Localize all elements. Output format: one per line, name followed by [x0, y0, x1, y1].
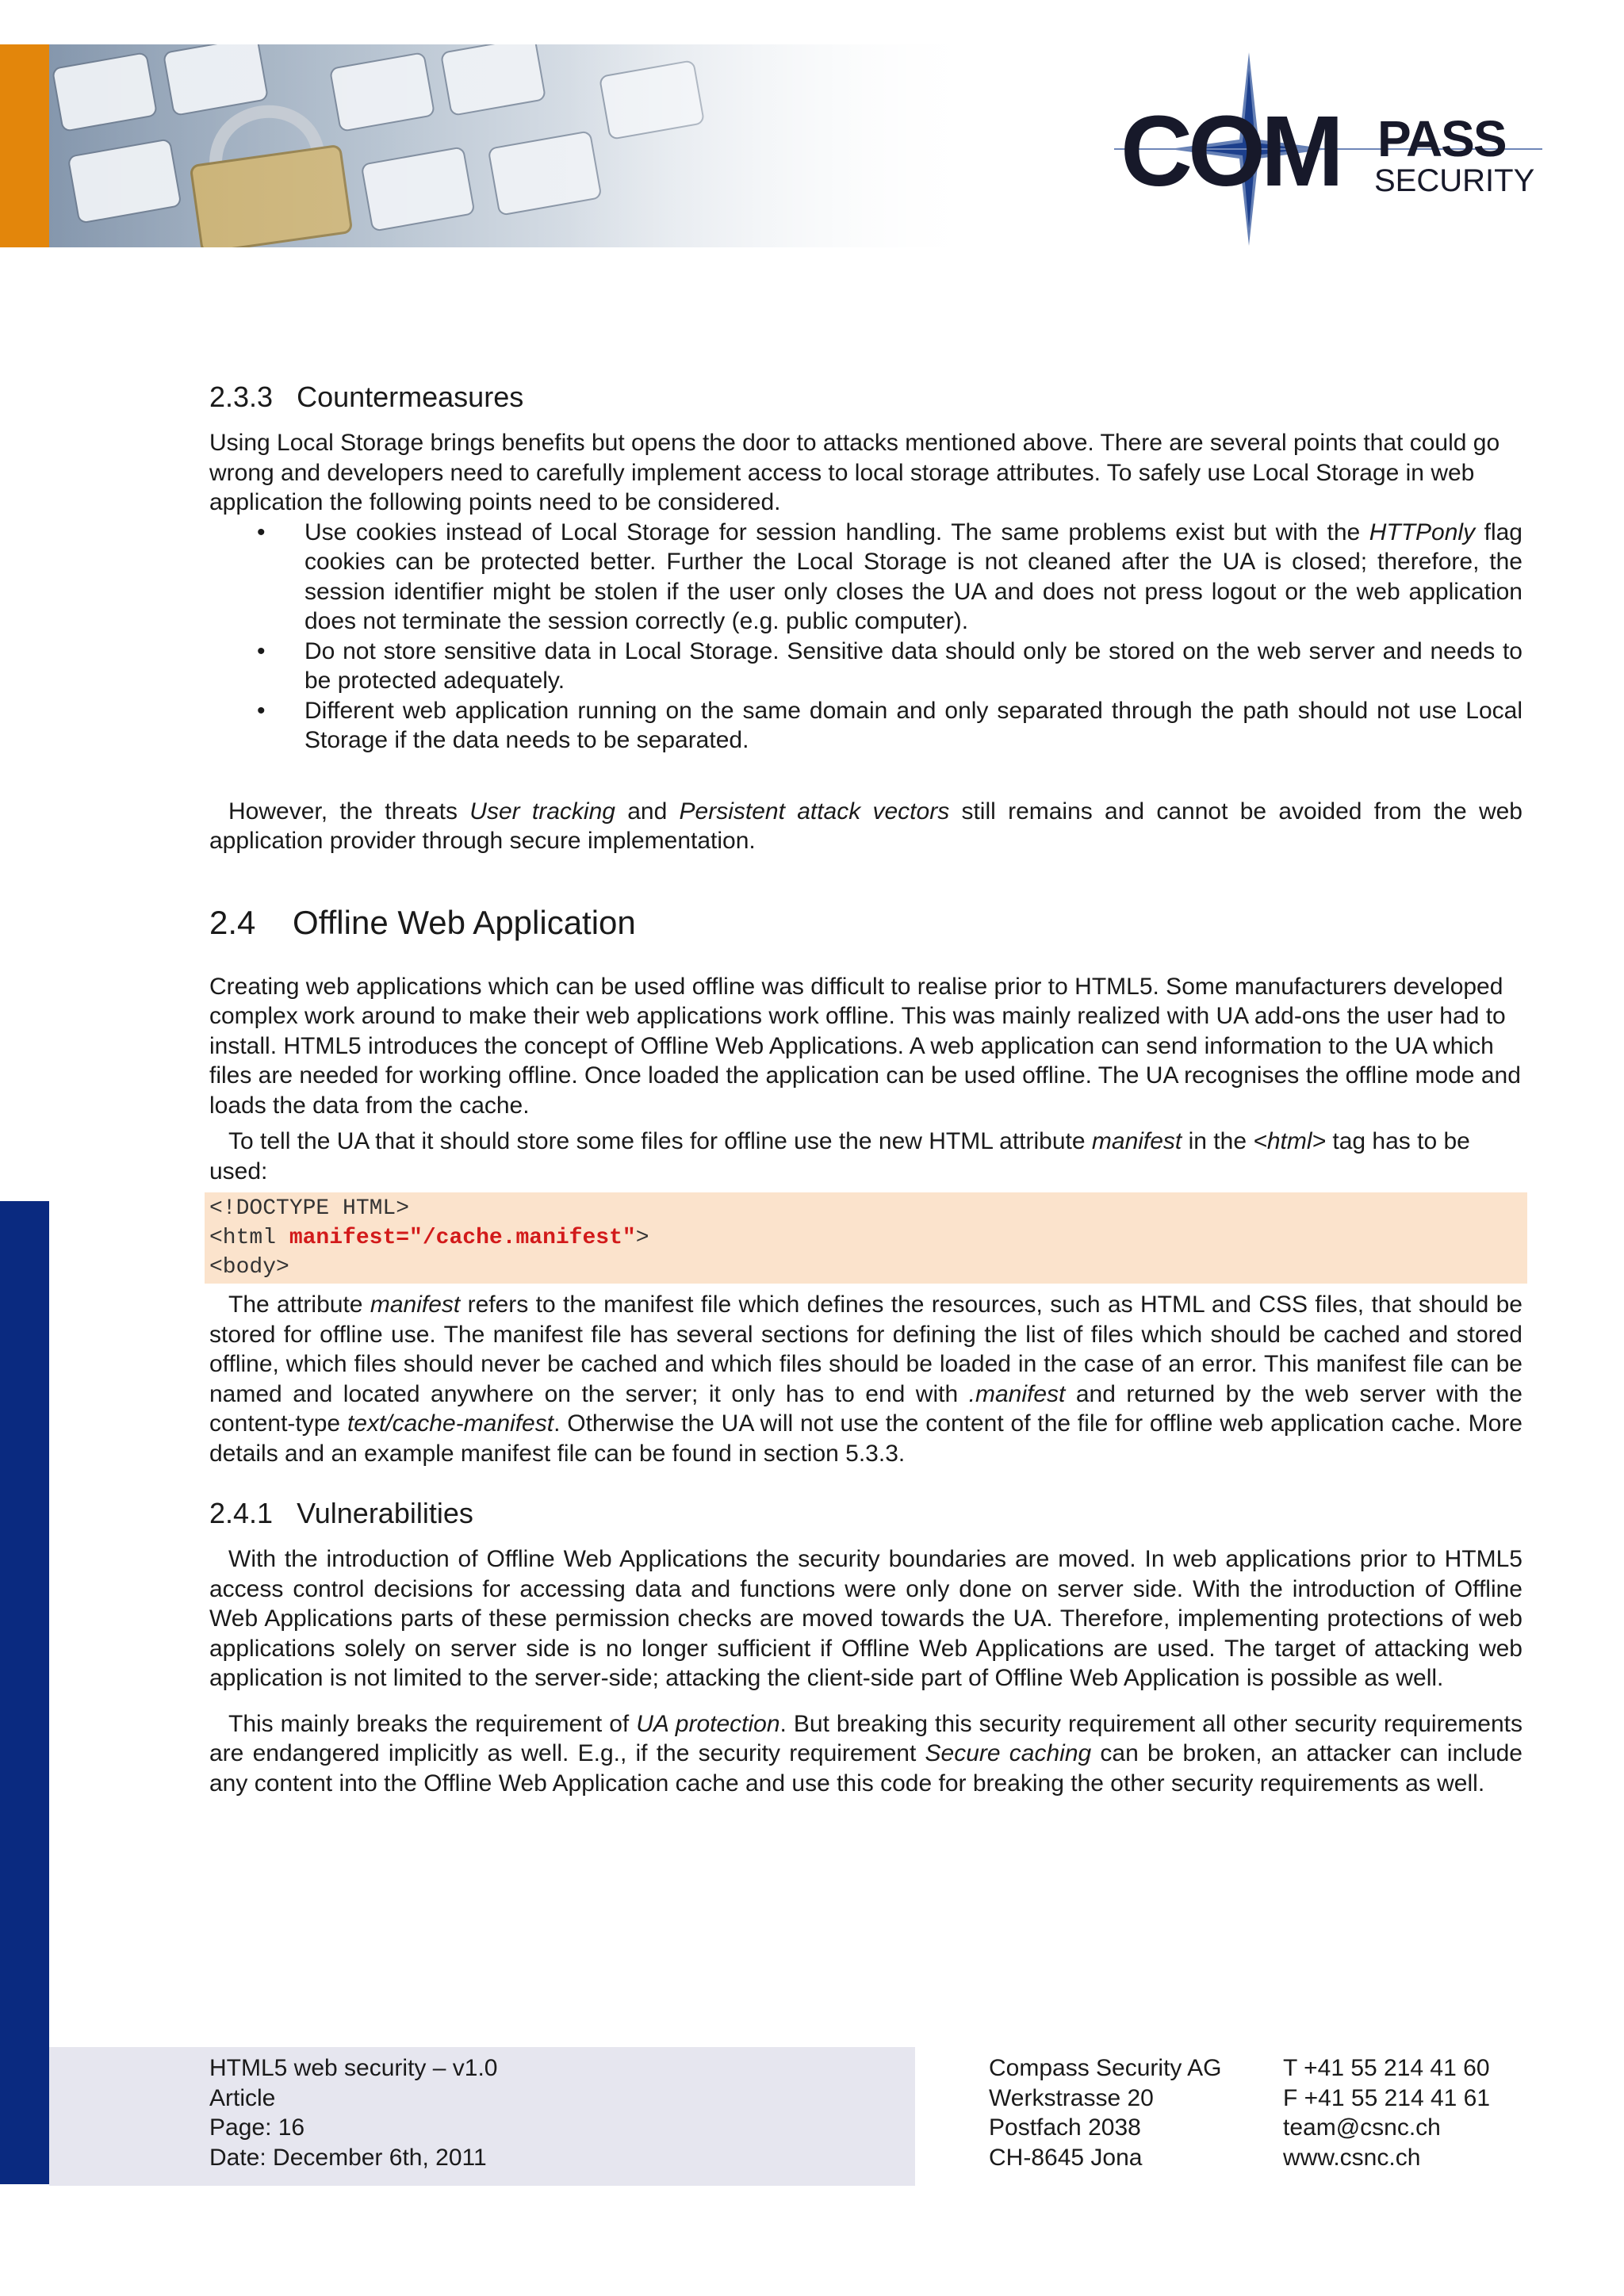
footer-page-number: Page: 16: [209, 2114, 305, 2141]
heading-offline-web-application: 2.4 Offline Web Application: [209, 903, 636, 941]
offline-manifest-paragraph: To tell the UA that it should store some files for offline use the new HTML attribute manifest in the <html> tag has to be used:: [209, 1128, 1470, 1184]
bullet: •: [257, 519, 266, 545]
bullet: •: [257, 697, 266, 724]
list-item: • Different web application running on the same domain and only separated through the path should not use Local Storage if the data needs to be separated.: [257, 697, 1522, 753]
code-line: <!DOCTYPE HTML>: [209, 1196, 410, 1221]
footer-contact: [1283, 2053, 1490, 2172]
heading-countermeasures: 2.3.3 Countermeasures: [209, 381, 524, 413]
heading-vulnerabilities: 2.4.1 Vulnerabilities: [209, 1497, 473, 1529]
orange-accent-bar: [0, 44, 49, 247]
code-snippet: [205, 1192, 1527, 1284]
footer-email-link[interactable]: team@csnc.ch: [1283, 2114, 1441, 2141]
code-line: <html manifest="/cache.manifest">: [209, 1226, 649, 1250]
blue-accent-bar: [0, 1201, 49, 2184]
footer-phone: T +41 55 214 41 60: [1283, 2055, 1490, 2081]
header-banner-image: [49, 44, 985, 247]
footer-doc-type: Article: [209, 2084, 276, 2111]
code-manifest-attribute: manifest="/cache.manifest": [289, 1226, 636, 1250]
document-body: [209, 381, 1522, 1798]
logo-security-text: SECURITY: [1374, 163, 1535, 198]
logo-com-text: COM: [1120, 95, 1339, 207]
footer-company-address: [989, 2053, 1221, 2172]
footer-document-info: [209, 2053, 497, 2172]
countermeasures-list: [209, 518, 1522, 756]
keyboard-padlock-illustration: [49, 44, 985, 247]
footer-street: Werkstrasse 20: [989, 2084, 1154, 2111]
footer-postbox: Postfach 2038: [989, 2114, 1141, 2141]
offline-intro-paragraph: Creating web applications which can be used offline was difficult to realise prior to HTML5. Some manufacturers developed complex work around to make their web applications work offline. This was mainly realized with UA add-ons the user had to install. HTML5 introduces the concept of Offline Web Applications. A web application can send information to the UA which files are needed for working offline. Once loaded the application can be used offline. The UA recognises the offline mode and loads the data from the cache.: [209, 973, 1521, 1119]
countermeasures-intro: Using Local Storage brings benefits but opens the door to attacks mentioned above. There are several points that could go wrong and developers need to carefully implement access to local storage attributes. To safely use Local Storage in web application the following points need to be considered.: [209, 430, 1500, 515]
compass-security-logo: [1114, 46, 1542, 252]
footer-fax: F +41 55 214 41 61: [1283, 2084, 1491, 2111]
countermeasures-threats-paragraph: However, the threats User tracking and Persistent attack vectors still remains and cannot be avoided from the web application provider through secure implementation.: [209, 798, 1522, 854]
footer-doc-title: HTML5 web security – v1.0: [209, 2055, 498, 2081]
footer-city: CH-8645 Jona: [989, 2144, 1143, 2171]
bullet: •: [257, 637, 266, 664]
manifest-attribute-paragraph: The attribute manifest refers to the manifest file which defines the resources, such as HTML and CSS files, that should be stored for offline use. The manifest file has several sections for defining the list of files which should be cached and stored offline, which files should never be cached and which files should be loaded in the case of an error. This manifest file can be named and located anywhere on the server; it only has to end with .manifest and returned by the web server with the content-type text/cache-manifest. Otherwise the UA will not use the content of the file for offline web application cache. More details and an example manifest file can be found in section 5.3.3.: [209, 1292, 1522, 1467]
footer-date: Date: December 6th, 2011: [209, 2144, 487, 2171]
footer-company: Compass Security AG: [989, 2055, 1222, 2081]
list-item: • Use cookies instead of Local Storage for session handling. The same problems exist but with the HTTPonly flag cookies can be protected better. Further the Local Storage is not cleaned after the UA is closed; therefore, the session identifier might be stolen if the user only closes the UA and does not press logout or the web application does not terminate the session correctly (e.g. public computer).: [257, 519, 1522, 634]
vulnerabilities-paragraph-1: With the introduction of Offline Web Applications the security boundaries are moved. In web applications prior to HTML5 access control decisions for accessing data and functions were only done on server side. With the introduction of Offline Web Applications parts of these permission checks are moved towards the UA. Therefore, implementing protections of web applications solely on server side is no longer sufficient if Offline Web Applications are used. The target of attacking web application is not limited to the server-side; attacking the client-side part of Offline Web Application is possible as well.: [209, 1546, 1522, 1691]
list-item: • Do not store sensitive data in Local Storage. Sensitive data should only be stored on the web server and needs to be protected adequately.: [257, 637, 1522, 694]
footer-website-link[interactable]: www.csnc.ch: [1283, 2144, 1421, 2171]
vulnerabilities-paragraph-2: This mainly breaks the requirement of UA protection. But breaking this security requirement all other security requirements are endangered implicitly as well. E.g., if the security requirement Secure caching can be broken, an attacker can include any content into the Offline Web Application cache and use this code for breaking the other security requirements as well.: [209, 1710, 1522, 1797]
logo-pass-text: PASS: [1377, 110, 1506, 167]
code-line: <body>: [209, 1255, 289, 1280]
